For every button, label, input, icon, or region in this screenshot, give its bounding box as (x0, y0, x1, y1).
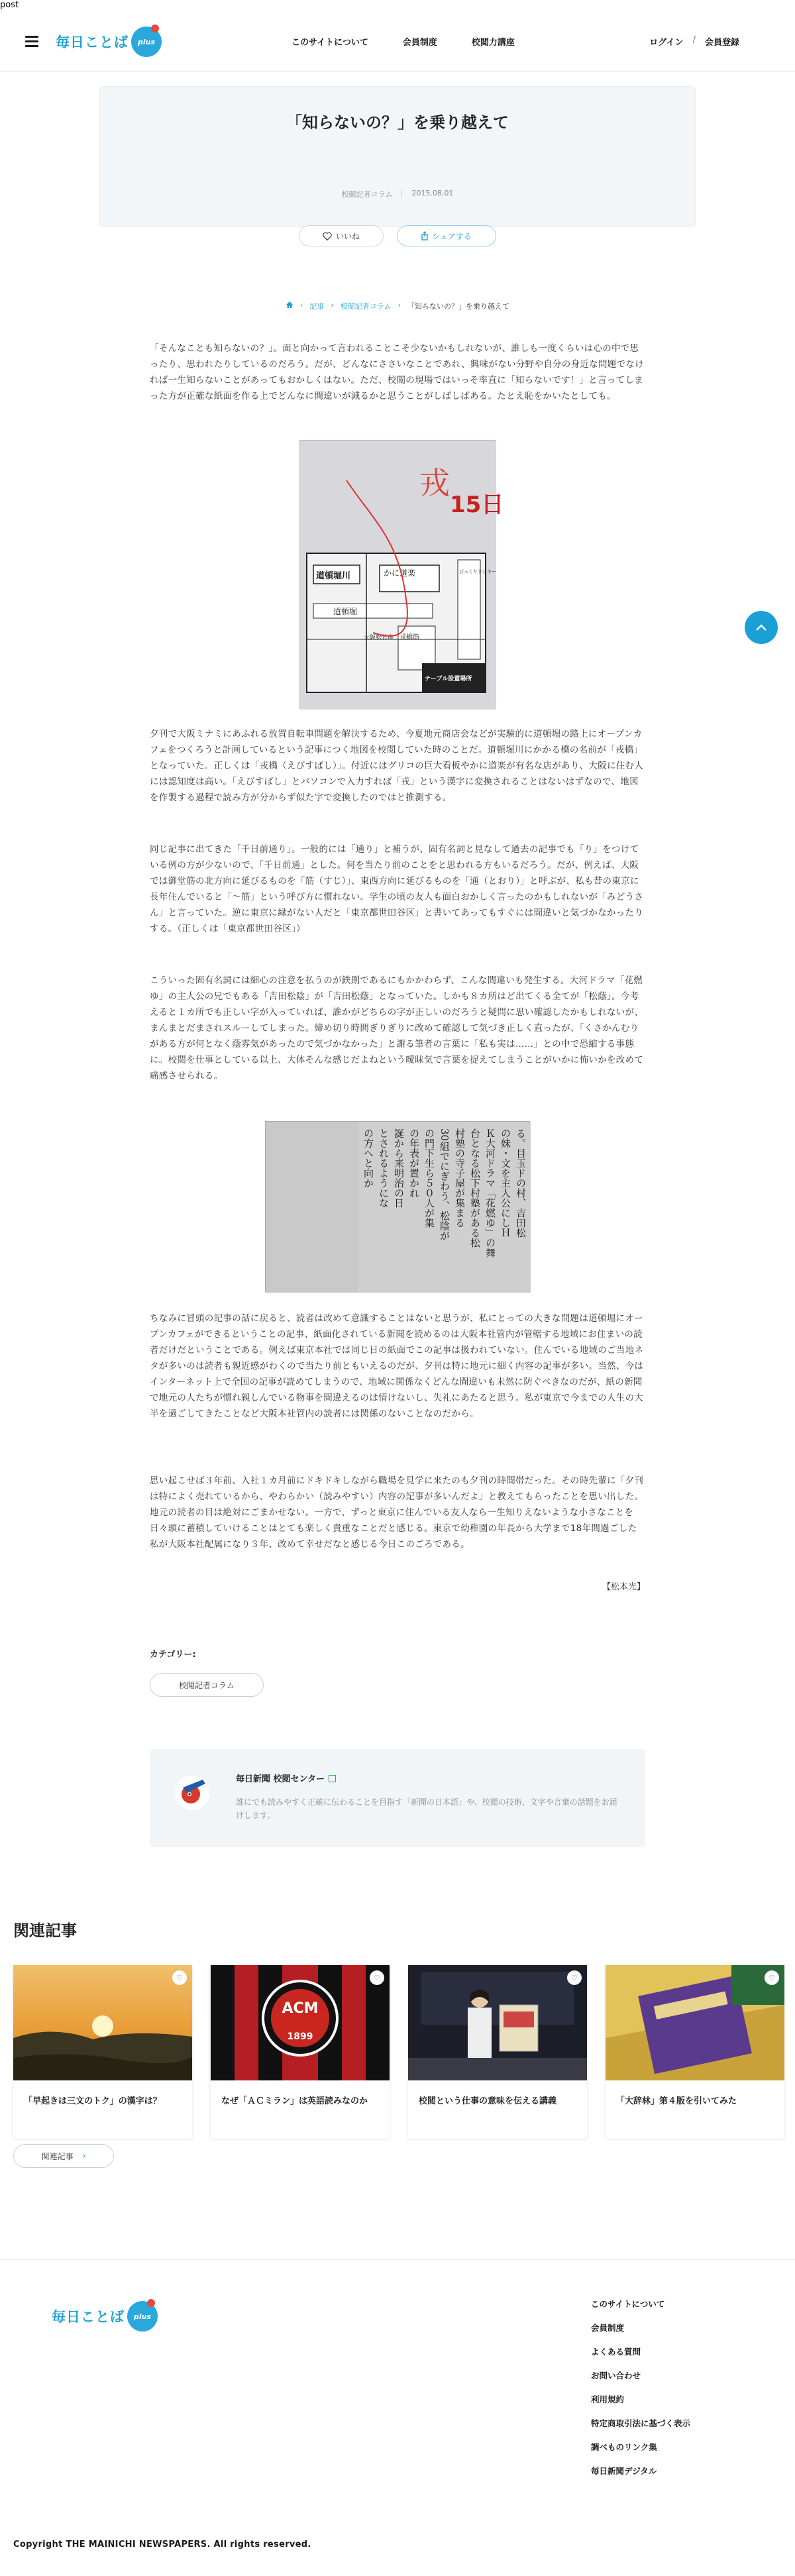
map-label-kani-doraku: かに道楽 (384, 568, 416, 578)
footer-logo-text: 毎日ことば (52, 2309, 125, 2325)
auth-links (649, 35, 739, 48)
clip-column: 村塾の寺子屋が集まる (454, 1128, 466, 1228)
clip-column: 30組でにぎわう、松陰が (439, 1128, 450, 1241)
footer-link[interactable]: 毎日新聞デジタル (591, 2466, 657, 2476)
acm-logo-year: 1899 (287, 2031, 313, 2042)
login-link[interactable]: ログイン (649, 38, 684, 48)
profile-title-text: 毎日新聞 校閲センター (236, 1774, 325, 1784)
nav-course[interactable]: 校閲力講座 (471, 38, 515, 48)
handwriting-ebisu: 戎 (419, 465, 450, 501)
category-heading: カテゴリー: (150, 1650, 196, 1660)
article-paragraph: こういった固有名詞には細心の注意を払うのが鉄則であるにもかかわらず、こんな間違いも発生する。大河ドラマ「花燃ゆ」の主人公の兄でもある「吉田松陰」が「吉田松蔭」となっていた。しかも８カ所はど出てくる全てが「松蔭」。今考えると１カ所でも正しい字が入っていれば、誰かがどちらの字が正しいのだろうと疑問に思い確認したかもしれないが、まんまとだまされスルーしてしまった。締め切り時間ぎりぎりに改めて確認して気づき正しく直ったが、「くさかんむりがある方が何となく蔭雰気があったので気づかなかった」と謝る筆者の言葉に「私も実は……」との中で恐縮する事態に。校閲を仕事としている以上、大体そんな感じだよねという曖昧気で言葉を捉えてしまうことがいかに怖いかを改めて痛感させられる。 (150, 975, 644, 1081)
author-profile-box (150, 1749, 645, 1847)
footer-link[interactable]: 利用規約 (591, 2394, 625, 2404)
related-card[interactable] (606, 1965, 784, 2139)
related-card[interactable] (408, 1965, 587, 2139)
clip-column: の年表が置かれ (408, 1128, 420, 1198)
heart-icon (323, 232, 332, 241)
author-signature: 【松本光】 (602, 1582, 645, 1592)
like-label: いいね (335, 231, 360, 241)
card-title: 校閲という仕事の意味を伝える講義 (419, 2096, 557, 2106)
article-hero (99, 86, 696, 227)
like-button[interactable] (299, 225, 384, 246)
acm-logo-text: ACM (282, 2000, 319, 2017)
auth-separator: / (692, 35, 696, 45)
related-more-button[interactable] (13, 2144, 114, 2168)
article-paragraph: ちなみに冒頭の記事の話に戻ると、読者は改めて意識することはないと思うが、私にとっての大きな問題は道頓堀にオープンカフェができるということの記事、紙面化されている新聞を読めるのは大阪本社管内が管轄する地域にお住まいの読者だけだということである。例えば東京本社では同じ日の紙面でこの記事は扱われていない。住んでいる地域のご当地ネタが多いのは読者も親近感がわくので当たり前ともいえるのだが、夕刊は特に地元に細く内容の記事が多い。当然、今はインターネット上で全国の記事が読めてしまうので、地域に関係なくどんな間違いも未然に防ぐべきなのだが、紙の新聞で地元の人たちが慣れ親しんでいる物事を間違えるのは情けないし、失礼にあたると思う。私が東京で今までの人生の大半を過ごしてきたことなど大阪本社管内の読者には関係のないことなのだから。 (150, 1313, 644, 1419)
date-mark: 15日 (450, 492, 504, 518)
scroll-to-top-button[interactable] (745, 611, 778, 644)
article-paragraph: 夕刊で大阪ミナミにあふれる放置自転車問題を解決するため、今夏地元商店会などが実験的に道頓堀の路上にオープンカフェをつくろうと計画しているという記事につく地図を校閲していた時のことだ。道頓堀川にかかる橋の名前が「戎橋」となっていた。正しくは「戎橋（えびすばし）」。付近にはグリコの巨大看板やかに道楽が有名な店があり、大阪に住む人には認知度は高い。「えびすばし」とパソコンで入力すれば「戎」という漢字に変換されることはないはずなので、地図を作製する過程で読み方が分からず似た字で変換したのではと推測する。 (150, 729, 644, 803)
nav-membership[interactable]: 会員制度 (402, 38, 437, 48)
clip-column: 誕から来明治の日 (393, 1128, 405, 1208)
card-title: なぜ「ＡＣミラン」は英語読みなのか (221, 2096, 368, 2106)
map-photo (299, 440, 504, 709)
menu-icon[interactable] (25, 36, 38, 48)
chevron-up-icon (755, 623, 767, 631)
footer-link[interactable]: このサイトについて (591, 2299, 665, 2309)
hero-buttons (0, 225, 795, 246)
heart-icon[interactable]: ♡ (567, 1970, 582, 1985)
card-thumbnail (211, 1965, 390, 2080)
heart-icon[interactable]: ♡ (172, 1970, 187, 1985)
footer-link[interactable]: お問い合わせ (591, 2371, 641, 2381)
logo-badge: plus (131, 27, 162, 57)
category-chip[interactable]: 校閲記者コラム (150, 1673, 264, 1697)
footer-link[interactable]: よくある質問 (591, 2347, 641, 2357)
card-thumbnail (13, 1965, 192, 2080)
register-link[interactable]: 会員登録 (704, 38, 739, 48)
pen-mascot-icon (174, 1774, 211, 1811)
map-label-dotonbori-river: 道頓堀川 (316, 571, 351, 581)
footer-logo[interactable] (52, 2301, 158, 2332)
home-icon[interactable] (286, 301, 293, 309)
related-heading: 関連記事 (13, 1921, 77, 1940)
chevron-right-icon: › (82, 2151, 86, 2161)
map-label-table-location: テーブル設置場所 (425, 676, 472, 682)
clip-column: る。目玉ドの村、吉田松 (515, 1128, 527, 1238)
article-paragraph: 思い起こせば３年前、入社１カ月前にドキドキしながら職場を見学に来たのも夕刊の時間帯だった。その時先輩に「夕刊は特によく売れているから、やわらかい（読みやすい）内容の記事が多いんだよ」と教えてもらったことを思い出した。地元の読者の目は絶対にごまかせない。一方で、ずっと東京に住んでいる友人なら一生知りえないような小さなことを日々頭に蓄積していけることはとても楽しく貴重なことだと感じる。東京で幼稚園の年長から大学まで18年間過ごした私が大阪本社配属になり３年、改めて幸せだなと感じる今日このごろである。 (150, 1476, 644, 1550)
clip-column: 台となる松下村塾がある松 (469, 1128, 481, 1248)
heart-icon[interactable]: ♡ (370, 1970, 384, 1985)
profile-description: 誰にでも読みやすく正確に伝わることを目指す「新聞の日本語」や、校閲の技術、文字や言葉の話題をお届けします。 (236, 1798, 617, 1820)
clip-column: の妹・文を主人公にしＨ (500, 1128, 511, 1238)
newspaper-clipping-photo (265, 1121, 530, 1292)
nav-about[interactable]: このサイトについて (292, 38, 368, 48)
article-paragraph: 「そんなことも知らないの？」。面と向かって言われることこそ少ないかもしれないが、誰しも一度くらいは心の中で思ったり、思われたりしているのだろう。だが、どんなにささいなことであれ、興味がない分野や自分の身近な問題でなければ一生知らないことがあってもおかしくはない。ただ、校閲の現場ではいっそ率直に「知らないです！」と言ってしまった方が正確な紙面を作る上でどんなに間違いが減るかと思うことがしばしばある。たとえ恥をかいたとしても。 (150, 343, 645, 402)
related-cards (13, 1965, 784, 2139)
site-footer (0, 2259, 795, 2576)
related-card[interactable] (13, 1965, 192, 2139)
footer-link[interactable]: 特定商取引法に基づく表示 (591, 2418, 691, 2428)
article-date: 2015.08.01 (411, 189, 454, 197)
article-paragraph: 同じ記事に出てきた「千日前通り」。一般的には「通り」と補うが、固有名詞と見なして過去の記事でも「り」をつけている例の方が少ないので、「千日前通」とした。何を当たり前のことをと思われる方もいるだろう。だが、例えば、大阪では御堂筋の北方向に延びるものを「筋（すじ）」、東西方向に延びるものを「通（とおり）」と呼ぶが、私も昔の東京に長年住んでいると「〜筋」という呼び方に慣れない。学生の頃の友人も面白おかしく言ったのかもしれないが「みどうさん」と言っていた。逆に東京に縁がない人だと「東京都世田谷区」と書いてあってもすぐには間違いと気づかなかったりする。（正しくは「東京都世田谷区」） (150, 844, 644, 934)
main-nav (292, 35, 515, 48)
related-card[interactable] (211, 1965, 390, 2139)
article-category[interactable]: 校閲記者コラム (341, 190, 393, 199)
footer-logo-badge: plus (127, 2301, 158, 2332)
footer-links (591, 2297, 690, 2479)
external-link-icon (329, 1775, 336, 1782)
site-logo[interactable] (56, 27, 162, 57)
logo-text: 毎日ことば (56, 34, 129, 50)
footer-link[interactable]: 調べものリンク集 (591, 2442, 657, 2452)
chevron-right-icon: › (331, 301, 334, 309)
card-title: 「早起きは三文のトク」の漢字は？ (24, 2096, 162, 2106)
map-label-donkey: びっくりドンキー (459, 569, 496, 574)
map-label-ebisubashi-suji: 戎橋筋 (399, 634, 419, 641)
share-icon (421, 232, 428, 241)
breadcrumb-category[interactable]: 校閲記者コラム (340, 302, 392, 311)
profile-title[interactable] (236, 1772, 336, 1784)
map-label-dotonbori: 道頓堀 (333, 607, 358, 616)
heart-icon[interactable]: ♡ (765, 1970, 779, 1985)
clip-column: Ｋ大河ドラマ「花燃ゆ」の舞 (484, 1128, 496, 1258)
meta-divider (401, 189, 402, 198)
clip-column: とされるようにな (378, 1128, 390, 1208)
site-header (0, 13, 795, 72)
article-meta (100, 189, 695, 199)
post-label: post (0, 0, 19, 10)
share-button[interactable] (397, 225, 496, 246)
card-thumbnail (606, 1965, 784, 2080)
copyright: Copyright THE MAINICHI NEWSPAPERS. All rights reserved. (13, 2540, 311, 2549)
chevron-right-icon: › (398, 301, 401, 309)
footer-link[interactable]: 会員制度 (591, 2323, 625, 2333)
map-label-shochikuza: 大阪松竹座 (364, 635, 394, 641)
clip-column: の方へと向か (362, 1128, 374, 1188)
share-label: シェアする (432, 231, 472, 241)
related-more-label: 関連記事 (41, 2151, 74, 2161)
chevron-right-icon: › (299, 301, 303, 309)
article-title: 「知らないの？」を乗り越えて (286, 113, 509, 132)
card-title: 「大辞林」第４版を引いてみた (616, 2096, 737, 2106)
breadcrumb (0, 301, 795, 311)
breadcrumb-articles[interactable]: 記事 (309, 302, 325, 311)
card-thumbnail (408, 1965, 587, 2080)
breadcrumb-current: 「知らないの？」を乗り越えて (407, 302, 510, 311)
clip-column: の門下生ら５０人が集 (423, 1128, 435, 1228)
